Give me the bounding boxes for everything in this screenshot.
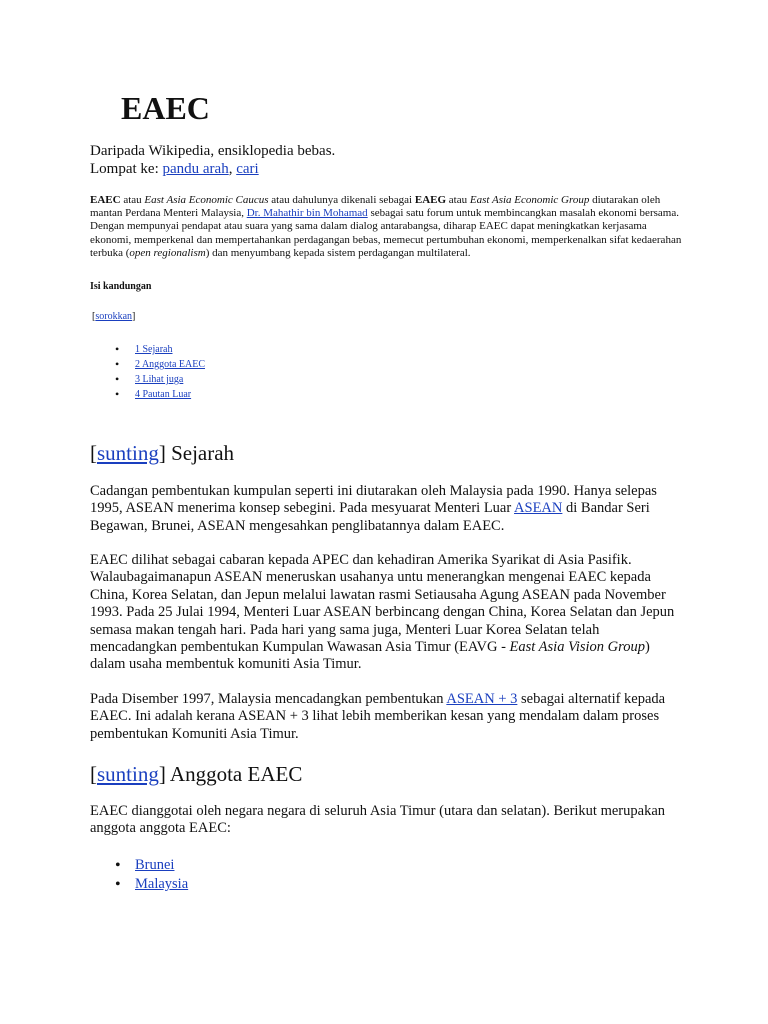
list-item [115,856,188,875]
toc-link-sejarah[interactable]: 1 Sejarah [135,344,173,355]
toc-link-lihat-juga[interactable]: 3 Lihat juga [135,374,184,385]
toc-title: Isi kandungan [90,281,152,292]
paragraph-text: di Bandar Seri Begawan, Brunei, ASEAN mengesahkan penglibatannya dalam EAEC. [90,500,650,534]
intro-text: sebagai satu forum untuk membincangkan masalah ekonomi bersama. Dengan mempunyai pendapat atau suara yang sama dalam dialog antarabangsa, diharap EAEC dapat meningkatkan kerjasama ekonomi, memperkenal dan mempertahankan perdagangan bebas, memecut pertumbuhan ekonomi, memperkenalkan sifat kedaerahan terbuka ( [90,207,682,259]
heading-bracket: [ [90,441,97,465]
asean-plus-3-link[interactable]: ASEAN + 3 [446,691,518,707]
toc-bracket-close: ] [132,311,136,322]
heading-bracket: [ [90,762,97,786]
eavg-term: East Asia Vision Group [509,639,646,656]
intro-term-open-regionalism: open regionalism [129,246,206,259]
sejarah-paragraph-3 [90,691,680,743]
paragraph-text: ) dalam usaha membentuk komuniti Asia Timur. [90,639,650,673]
intro-text: diutarakan oleh mantan Perdana Menteri Malaysia, [90,194,661,220]
edit-link-sejarah[interactable]: sunting [97,441,159,465]
intro-term-group: East Asia Economic Group [469,194,590,206]
toc-toggle [92,311,135,323]
toc-hide-link[interactable]: sorokkan [95,311,133,322]
jump-to-line [90,160,259,178]
intro-text: atau dahulunya dikenali sebagai [268,194,415,206]
sejarah-paragraph-1 [90,483,680,535]
mahathir-link[interactable]: Dr. Mahathir bin Mohamad [246,207,368,220]
sejarah-paragraph-2 [90,552,680,674]
tagline: Daripada Wikipedia, ensiklopedia bebas. [90,143,336,159]
intro-paragraph [90,194,690,260]
intro-text: ) dan menyumbang kepada sistem perdagangan multilateral. [205,246,471,259]
section-heading-anggota [90,761,302,787]
paragraph-text: Cadangan pembentukan kumpulan seperti ini diutarakan oleh Malaysia pada 1990. Hanya selepas 1995, ASEAN menerima konsep sebegini. Pada mesyuarat Menteri Luar [90,483,657,517]
list-item [115,875,188,894]
toc-item [115,342,205,357]
paragraph-text: sebagai alternatif kepada EAEC. Ini adalah kerana ASEAN + 3 lihat lebih memberikan kesan yang mendalam dalam proses pembentukan Komuniti Asia Timur. [90,691,666,742]
edit-link-anggota[interactable]: sunting [97,762,159,786]
toc-item [115,372,205,387]
intro-term-caucus: East Asia Economic Caucus [144,194,269,206]
toc-bracket-open: [ [92,311,96,322]
intro-text: atau [120,194,145,206]
heading-text: ] Anggota EAEC [158,762,303,786]
member-link-brunei[interactable]: Brunei [135,857,175,873]
toc-link-pautan-luar[interactable]: 4 Pautan Luar [135,389,192,400]
jump-search-link[interactable]: cari [236,161,259,177]
toc-item [115,387,205,402]
page-title: EAEC [121,90,210,126]
member-list [115,856,188,894]
intro-text: atau [446,194,470,206]
anggota-paragraph: EAEC dianggotai oleh negara negara di seluruh Asia Timur (utara dan selatan). Berikut merupakan anggota anggota EAEC: [90,803,666,837]
toc-link-anggota[interactable]: 2 Anggota EAEC [135,359,205,370]
toc-item [115,357,205,372]
paragraph-text: EAEC dilihat sebagai cabaran kepada APEC dan kehadiran Amerika Syarikat di Asia Pasifik. Walaubagaimanapun ASEAN meneruskan usahanya untu menerangkan mengenai EAEC kepada China, Korea Selatan, dan Jepun melalui lawatan rasmi Setiausaha Agung ASEAN pada November 1993. Pada 25 Julai 1994, Menteri Luar ASEAN berbincang dengan China, Korea Selatan dan Jepun semasa makan tengah hari. Pada hari yang sama juga, Menteri Luar Korea Selatan telah mencadangkan pembentukan Kumpulan Wawasan Asia Timur (EAVG - [90,552,675,656]
heading-text: ] Sejarah [158,441,235,465]
intro-term-eaec: EAEC [90,194,121,206]
member-link-malaysia[interactable]: Malaysia [135,876,189,892]
asean-link[interactable]: ASEAN [514,500,563,517]
toc-list [115,342,205,402]
section-heading-sejarah [90,440,234,466]
jump-navigation-link[interactable]: pandu arah [162,161,229,177]
jump-separator: , [228,161,237,177]
jump-prefix: Lompat ke: [90,161,163,177]
intro-term-eaeg: EAEG [414,194,447,206]
paragraph-text: Pada Disember 1997, Malaysia mencadangkan pembentukan [90,691,447,707]
